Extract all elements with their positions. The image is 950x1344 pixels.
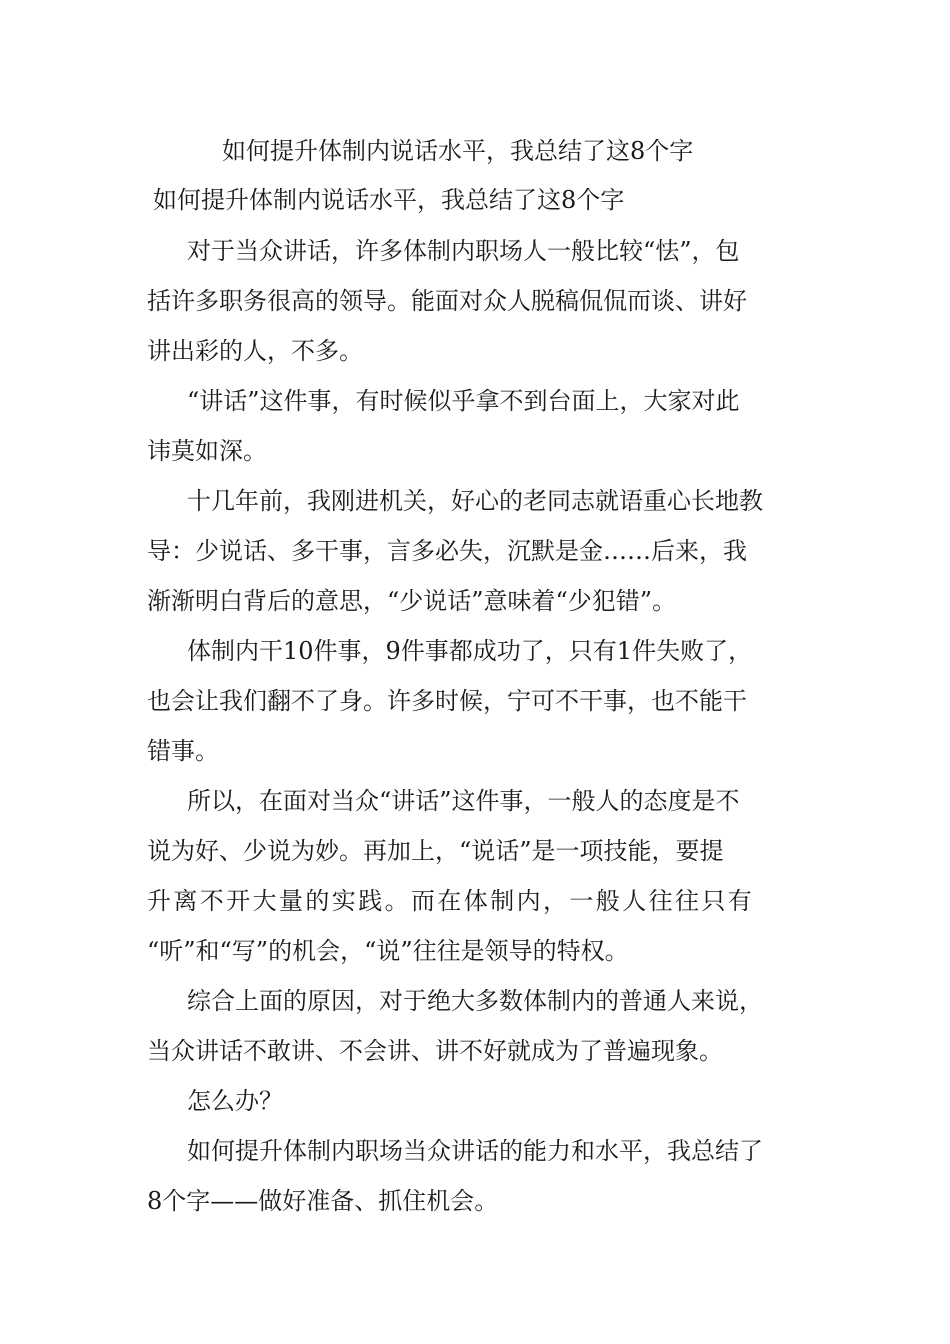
paragraph-line: 综合上面的原因，对于绝大多数体制内的普通人来说， (187, 987, 763, 1015)
paragraph-line: 如何提升体制内职场当众讲话的能力和水平，我总结了 (187, 1137, 763, 1165)
paragraph-line: 渐渐明白背后的意思，“少说话”意味着“少犯错”。 (147, 587, 677, 615)
paragraph-line: 括许多职务很高的领导。能面对众人脱稿侃侃而谈、讲好 (147, 287, 747, 315)
paragraph-line: “讲话”这件事，有时候似乎拿不到台面上，大家对此 (187, 387, 740, 415)
paragraph-line: 当众讲话不敢讲、不会讲、讲不好就成为了普遍现象。 (147, 1037, 723, 1065)
paragraph-line: 体制内干10件事，9件事都成功了，只有1件失败了， (187, 637, 753, 665)
document-title: 如何提升体制内说话水平，我总结了这8个字 (222, 137, 694, 165)
paragraph-line: 错事。 (147, 737, 219, 765)
paragraph-line: 讲出彩的人，不多。 (147, 337, 363, 365)
paragraph-line: 8个字——做好准备、抓住机会。 (147, 1187, 499, 1215)
paragraph-line: 所以，在面对当众“讲话”这件事，一般人的态度是不 (187, 787, 740, 815)
paragraph-line: 升离不开大量的实践。而在体制内，一般人往往只有 (147, 887, 755, 915)
paragraph-line: 怎么办？ (187, 1087, 283, 1115)
paragraph-line: 讳莫如深。 (147, 437, 267, 465)
document-title-repeat: 如何提升体制内说话水平，我总结了这8个字 (153, 186, 625, 214)
paragraph-line: 也会让我们翻不了身。许多时候，宁可不干事，也不能干 (147, 687, 747, 715)
paragraph-line: 导：少说话、多干事，言多必失，沉默是金……后来，我 (147, 537, 747, 565)
paragraph-line: 十几年前，我刚进机关，好心的老同志就语重心长地教 (187, 487, 763, 515)
paragraph-line: 说为好、少说为妙。再加上，“说话”是一项技能，要提 (147, 837, 724, 865)
paragraph-line: “听”和“写”的机会，“说”往往是领导的特权。 (147, 937, 629, 965)
paragraph-line: 对于当众讲话，许多体制内职场人一般比较“怯”，包 (187, 237, 740, 265)
